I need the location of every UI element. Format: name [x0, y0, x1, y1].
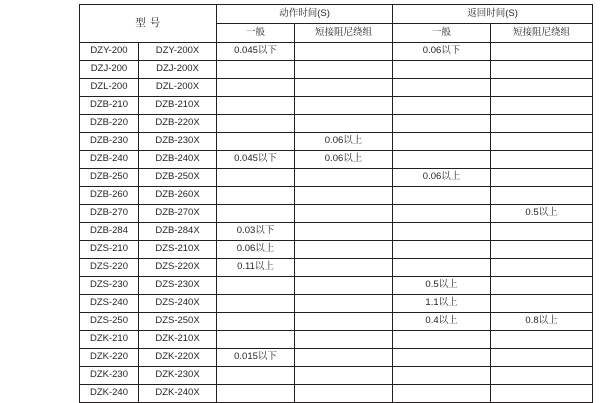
cell-operate-damped [295, 349, 393, 367]
cell-return-damped [491, 151, 593, 169]
header-operate-general: 一般 [217, 24, 295, 43]
header-group-operate-time: 动作时间(S) [217, 5, 393, 24]
specification-table [79, 4, 593, 403]
table-row [80, 277, 593, 295]
cell-return-damped [491, 331, 593, 349]
cell-model-a: DZB-270 [80, 205, 139, 223]
cell-operate-damped [295, 223, 393, 241]
cell-model-b: DZB-230X [139, 133, 217, 151]
cell-model-b: DZB-240X [139, 151, 217, 169]
cell-model-b: DZL-200X [139, 79, 217, 97]
cell-model-a: DZB-220 [80, 115, 139, 133]
cell-operate-general [217, 97, 295, 115]
cell-return-damped [491, 61, 593, 79]
cell-operate-general [217, 313, 295, 331]
cell-model-b: DZS-220X [139, 259, 217, 277]
cell-model-b: DZB-220X [139, 115, 217, 133]
cell-return-damped [491, 187, 593, 205]
cell-operate-damped [295, 367, 393, 385]
cell-operate-damped [295, 43, 393, 61]
cell-return-damped [491, 349, 593, 367]
cell-model-a: DZS-240 [80, 295, 139, 313]
cell-model-a: DZK-230 [80, 367, 139, 385]
cell-operate-general [217, 295, 295, 313]
table-row [80, 295, 593, 313]
cell-model-a: DZL-200 [80, 79, 139, 97]
cell-return-general: 0.06以上 [393, 169, 491, 187]
cell-return-general [393, 223, 491, 241]
table-row [80, 349, 593, 367]
cell-operate-general: 0.06以上 [217, 241, 295, 259]
cell-operate-damped [295, 169, 393, 187]
cell-return-damped [491, 97, 593, 115]
cell-return-general [393, 349, 491, 367]
cell-return-damped [491, 115, 593, 133]
cell-return-damped [491, 79, 593, 97]
cell-model-b: DZB-210X [139, 97, 217, 115]
cell-operate-damped [295, 205, 393, 223]
cell-return-general: 1.1以上 [393, 295, 491, 313]
table-row [80, 205, 593, 223]
cell-return-general [393, 367, 491, 385]
cell-return-general [393, 79, 491, 97]
cell-return-general [393, 187, 491, 205]
cell-model-a: DZB-240 [80, 151, 139, 169]
cell-return-general: 0.5以上 [393, 277, 491, 295]
cell-operate-damped [295, 313, 393, 331]
cell-model-a: DZB-250 [80, 169, 139, 187]
cell-model-a: DZS-230 [80, 277, 139, 295]
cell-operate-general [217, 169, 295, 187]
cell-operate-damped [295, 79, 393, 97]
cell-operate-damped [295, 259, 393, 277]
cell-operate-general: 0.045以下 [217, 43, 295, 61]
header-return-damped: 短接阻尼绕组 [491, 24, 593, 43]
cell-model-b: DZB-270X [139, 205, 217, 223]
cell-model-a: DZS-250 [80, 313, 139, 331]
cell-operate-general [217, 277, 295, 295]
cell-model-b: DZJ-200X [139, 61, 217, 79]
cell-model-b: DZB-260X [139, 187, 217, 205]
cell-model-b: DZS-210X [139, 241, 217, 259]
cell-operate-general: 0.045以下 [217, 151, 295, 169]
cell-operate-general [217, 187, 295, 205]
cell-model-b: DZB-250X [139, 169, 217, 187]
cell-return-general [393, 115, 491, 133]
cell-model-a: DZS-210 [80, 241, 139, 259]
cell-return-damped [491, 169, 593, 187]
cell-return-damped [491, 223, 593, 241]
cell-return-damped [491, 277, 593, 295]
cell-operate-damped [295, 187, 393, 205]
cell-operate-general: 0.03以下 [217, 223, 295, 241]
table-row [80, 187, 593, 205]
cell-operate-damped [295, 97, 393, 115]
cell-model-b: DZK-240X [139, 385, 217, 403]
cell-model-a: DZK-240 [80, 385, 139, 403]
cell-operate-general [217, 133, 295, 151]
header-return-general: 一般 [393, 24, 491, 43]
cell-model-a: DZK-210 [80, 331, 139, 349]
cell-model-b: DZS-240X [139, 295, 217, 313]
cell-return-damped [491, 295, 593, 313]
cell-return-general [393, 151, 491, 169]
cell-return-damped: 0.5以上 [491, 205, 593, 223]
cell-return-damped [491, 43, 593, 61]
cell-operate-general [217, 205, 295, 223]
header-model: 型 号 [80, 5, 217, 43]
header-operate-damped: 短接阻尼绕组 [295, 24, 393, 43]
cell-return-damped [491, 241, 593, 259]
cell-operate-damped [295, 61, 393, 79]
table-row [80, 43, 593, 61]
cell-return-general [393, 97, 491, 115]
cell-return-general [393, 205, 491, 223]
cell-model-b: DZB-284X [139, 223, 217, 241]
cell-return-general [393, 259, 491, 277]
cell-model-a: DZY-200 [80, 43, 139, 61]
cell-operate-damped [295, 331, 393, 349]
table-row [80, 133, 593, 151]
cell-operate-general [217, 115, 295, 133]
cell-model-a: DZB-284 [80, 223, 139, 241]
cell-operate-damped: 0.06以上 [295, 151, 393, 169]
cell-model-a: DZB-210 [80, 97, 139, 115]
cell-return-general [393, 133, 491, 151]
cell-model-b: DZK-220X [139, 349, 217, 367]
table-body [80, 43, 593, 403]
cell-operate-damped: 0.06以上 [295, 133, 393, 151]
cell-operate-general [217, 79, 295, 97]
cell-model-b: DZY-200X [139, 43, 217, 61]
cell-return-damped [491, 133, 593, 151]
cell-operate-general [217, 61, 295, 79]
cell-operate-general [217, 331, 295, 349]
cell-return-general [393, 331, 491, 349]
cell-model-b: DZS-250X [139, 313, 217, 331]
cell-return-general [393, 61, 491, 79]
cell-model-b: DZS-230X [139, 277, 217, 295]
table-header-row-groups [80, 5, 593, 24]
cell-model-a: DZK-220 [80, 349, 139, 367]
cell-model-b: DZK-230X [139, 367, 217, 385]
table-row [80, 241, 593, 259]
cell-return-damped [491, 367, 593, 385]
cell-operate-general [217, 367, 295, 385]
table-row [80, 169, 593, 187]
cell-operate-damped [295, 295, 393, 313]
cell-operate-general: 0.11以上 [217, 259, 295, 277]
cell-return-general: 0.4以上 [393, 313, 491, 331]
table-row [80, 61, 593, 79]
cell-return-damped: 0.8以上 [491, 313, 593, 331]
cell-return-general: 0.06以下 [393, 43, 491, 61]
table-row [80, 367, 593, 385]
table-row [80, 259, 593, 277]
table-row [80, 97, 593, 115]
cell-return-damped [491, 259, 593, 277]
cell-operate-damped [295, 115, 393, 133]
table-row [80, 151, 593, 169]
table-row [80, 223, 593, 241]
cell-model-a: DZJ-200 [80, 61, 139, 79]
cell-model-a: DZB-230 [80, 133, 139, 151]
header-group-return-time: 返回时间(S) [393, 5, 593, 24]
table-row [80, 331, 593, 349]
cell-model-b: DZK-210X [139, 331, 217, 349]
table-row [80, 115, 593, 133]
cell-operate-damped [295, 241, 393, 259]
cell-operate-general: 0.015以下 [217, 349, 295, 367]
cell-operate-damped [295, 277, 393, 295]
cell-model-a: DZS-220 [80, 259, 139, 277]
table-row [80, 79, 593, 97]
cell-model-a: DZB-260 [80, 187, 139, 205]
table-row [80, 313, 593, 331]
cell-return-general [393, 241, 491, 259]
table-header [80, 5, 593, 43]
